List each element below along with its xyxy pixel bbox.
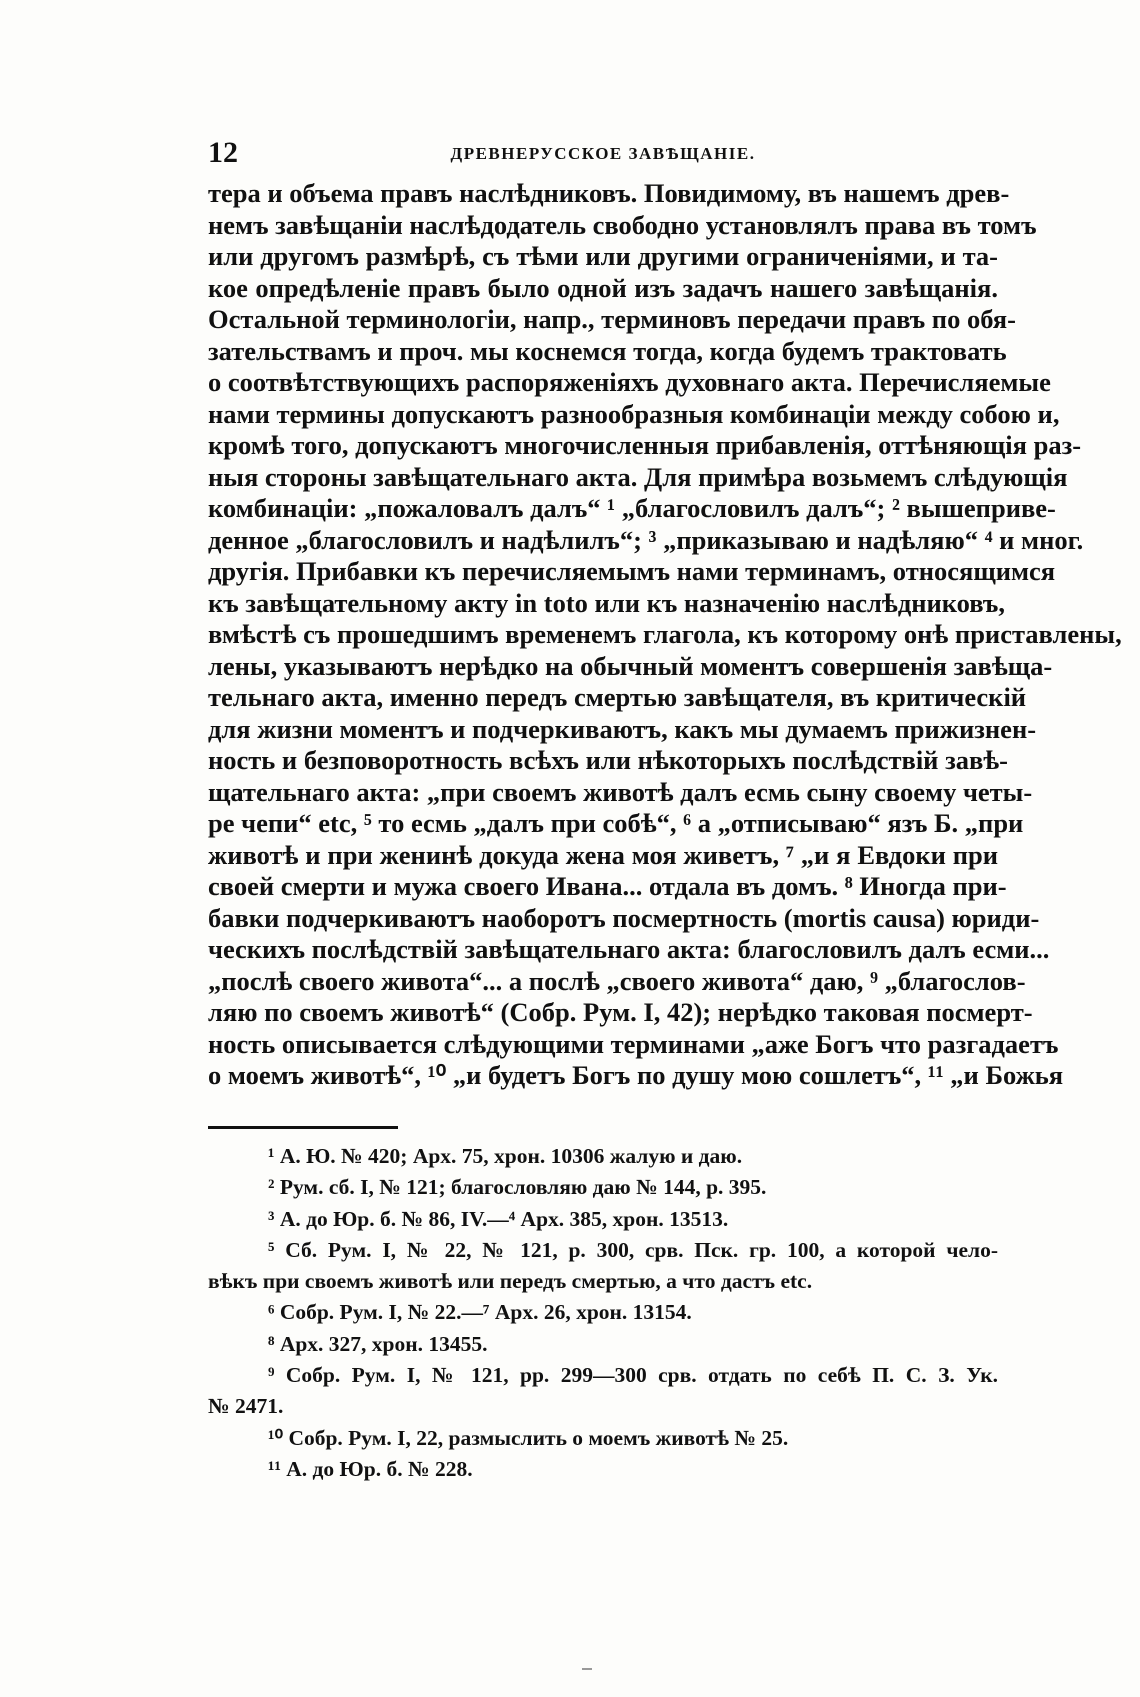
footnote: ³ А. до Юр. б. № 86, IV.—⁴ Арх. 385, хрон. 13513. (268, 1206, 729, 1231)
text-line: вмѣстѣ съ прошедшимъ временемъ глагола, къ которому онѣ приставлены, (208, 619, 1122, 649)
text-line: немъ завѣщаніи наслѣдодатель свободно установлялъ права въ томъ (208, 209, 1037, 240)
text-line: ность и безповоротность всѣхъ или нѣкоторыхъ послѣдствій завѣ- (208, 745, 1009, 775)
text-line: ность описывается слѣдующими терминами „аже Богъ что разгадаетъ (208, 1028, 1059, 1059)
text-line: о моемъ животѣ“, ¹⁰ „и будетъ Богъ по душу мою сошлетъ“, ¹¹ „и Божья (208, 1060, 1064, 1090)
footnote-continuation: вѣкъ при своемъ животѣ или передъ смертью, а что дастъ etc. (208, 1269, 813, 1294)
text-line: ныя стороны завѣщательнаго акта. Для примѣра возьмемъ слѣдующія (208, 461, 1068, 492)
footnote: ⁵ Сб. Рум. I, № 22, № 121, р. 300, срв. Пск. гр. 100, а которой чело- (268, 1237, 998, 1262)
text-line: ческихъ послѣдствій завѣщательнаго акта: благословилъ далъ есми... (208, 934, 1050, 964)
page-number: 12 (208, 136, 238, 169)
text-line: къ завѣщательному акту in toto или къ назначенію наслѣдниковъ, (208, 587, 1005, 618)
text-line: животѣ и при жeнинѣ докуда жена моя живетъ, ⁷ „и я Евдоки при (208, 839, 998, 870)
text-line: зательствамъ и проч. мы коснемся тогда, когда будемъ трактовать (208, 335, 1007, 366)
page-header (208, 136, 998, 170)
text-line: комбинаціи: „пожаловалъ далъ“ ¹ „благословилъ далъ“; ² вышеприве- (208, 493, 1056, 523)
footnote: ¹¹ А. до Юр. б. № 228. (268, 1456, 473, 1481)
text-line: для жизни моментъ и подчеркиваютъ, какъ мы думаемъ прижизнен- (208, 713, 1037, 744)
footnote-separator (208, 1126, 398, 1129)
body-text (208, 178, 1122, 1092)
text-line: своей смерти и мужа своего Ивана... отдала въ домъ. ⁸ Иногда при- (208, 871, 1007, 901)
scan-mark (582, 1668, 592, 1670)
text-line: Остальной терминологіи, напр., терминовъ передачи правъ по обя- (208, 304, 1016, 334)
text-line: „послѣ своего живота“... а послѣ „своего живота“ даю, ⁹ „благослов- (208, 965, 1026, 996)
text-line: ре чепи“ etc, ⁵ то есмь „далъ при собѣ“, ⁶ а „отписываю“ язъ Б. „при (208, 808, 1024, 838)
text-line: тера и объема правъ наслѣдниковъ. Повидимому, въ нашемъ древ- (208, 178, 1010, 208)
text-line: ляю по своемъ животѣ“ (Собр. Рум. I, 42); нерѣдко таковая посмерт- (208, 997, 1033, 1027)
text-line: денное „благословилъ и надѣлилъ“; ³ „приказываю и надѣляю“ ⁴ и мног. (208, 524, 1084, 555)
footnote-continuation: № 2471. (208, 1394, 284, 1419)
footnote: ¹ А. Ю. № 420; Арх. 75, хрон. 10306 жалую и даю. (268, 1144, 743, 1168)
footnote: ⁶ Собр. Рум. I, № 22.—⁷ Арх. 26, хрон. 13154. (268, 1300, 692, 1325)
text-line: кое опредѣленіе правъ было одной изъ задачъ нашего завѣщанія. (208, 272, 998, 303)
footnote: ⁸ Арх. 327, хрон. 13455. (268, 1331, 488, 1356)
footnote: ¹⁰ Собр. Рум. I, 22, размыслить о моемъ животѣ № 25. (268, 1425, 789, 1450)
text-line: о соотвѣтствующихъ распоряженіяхъ духовнаго акта. Перечисляемые (208, 367, 1051, 397)
text-line: тельнаго акта, именно передъ смертью завѣщателя, въ критическій (208, 682, 1027, 712)
text-line: кромѣ того, допускаютъ многочисленныя прибавленія, оттѣняющія раз- (208, 430, 1082, 460)
text-line: или другомъ размѣрѣ, съ тѣми или другими ограниченіями, и та- (208, 241, 998, 271)
text-line: лены, указываютъ нерѣдко на обычный моментъ совершенія завѣща- (208, 650, 1053, 681)
footnote: ⁹ Собр. Рум. I, № 121, рр. 299—300 срв. отдать по себѣ П. С. З. Ук. (268, 1363, 998, 1388)
text-line: другія. Прибавки къ перечисляемымъ нами терминамъ, относящимся (208, 556, 1056, 586)
text-line: бавки подчеркиваютъ наоборотъ посмертность (mortis causa) юриди- (208, 902, 1040, 933)
running-title: ДРЕВНЕРУССКОЕ ЗАВѢЩАНІЕ. (450, 144, 756, 163)
footnote: ² Рум. сб. I, № 121; благословляю даю № 144, р. 395. (268, 1175, 767, 1200)
footnotes (208, 1141, 998, 1485)
text-line: нами термины допускаютъ разнообразныя комбинаціи между собою и, (208, 398, 1060, 429)
text-line: щательнаго акта: „при своемъ животѣ далъ есмь сыну своему четы- (208, 776, 1033, 807)
